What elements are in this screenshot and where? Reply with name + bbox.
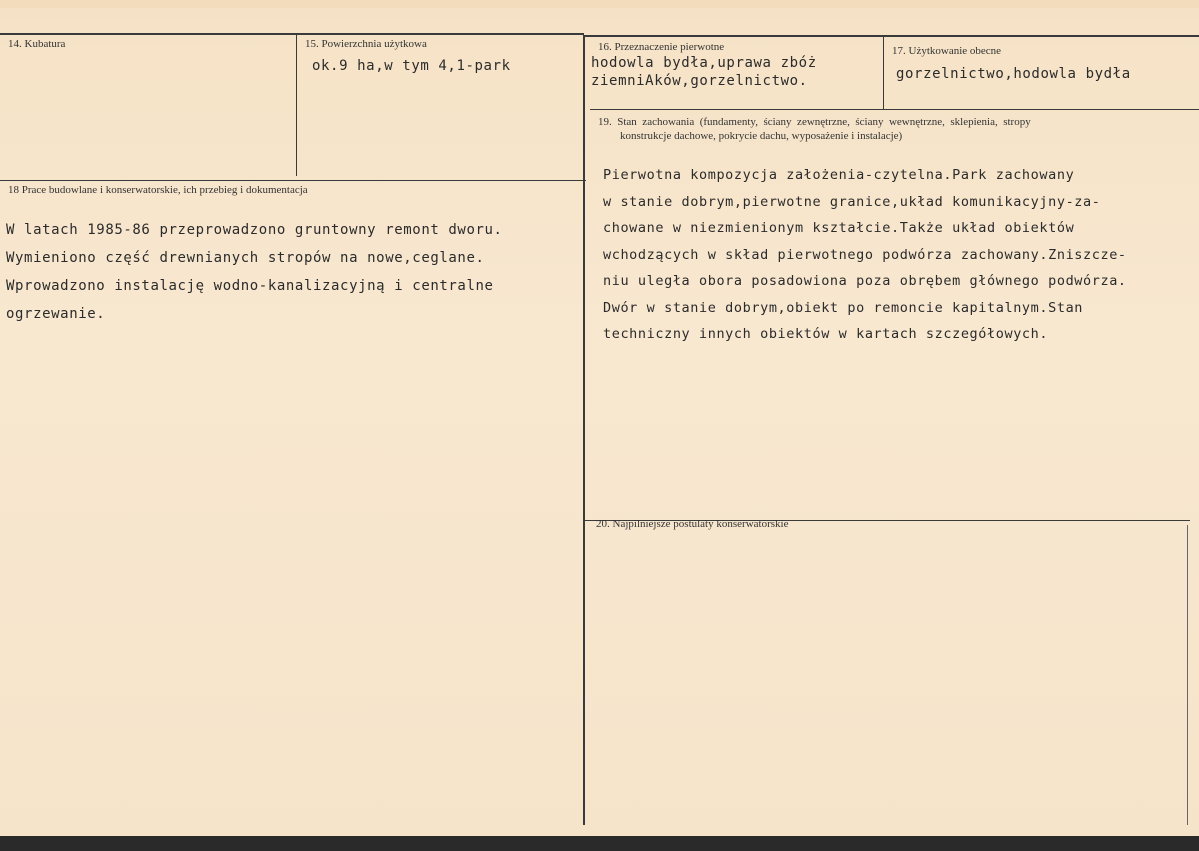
field-19-line: wchodzących w skład pierwotnego podwórza zachowany.Zniszcze-	[603, 246, 1127, 263]
field-16-value	[591, 54, 817, 90]
top-rule-left	[0, 33, 584, 35]
field-19-label-line1: 19. Stan zachowania (fundamenty, ściany zewnętrzne, ściany wewnętrzne, sklepienia, stropy	[598, 116, 1031, 128]
field-19-line: techniczny innych obiektów w kartach szczegółowych.	[603, 326, 1049, 342]
rule-under-16-17	[590, 109, 1199, 110]
field-18-line: ogrzewanie.	[6, 306, 106, 322]
field-18-line: Wprowadzono instalację wodno-kanalizacyjną i centralne	[6, 278, 494, 294]
divider-14-15	[296, 35, 297, 176]
field-19-line: Dwór w stanie dobrym,obiekt po remoncie kapitalnym.Stan	[603, 299, 1084, 316]
field-19-value	[603, 162, 1127, 348]
top-rule-right	[584, 35, 1199, 37]
divider-right-edge	[1187, 525, 1188, 825]
sheet-bottom-edge	[0, 836, 1199, 851]
rule-above-18	[0, 180, 586, 181]
divider-16-17	[883, 37, 884, 110]
field-15-value: ok.9 ha,w tym 4,1-park	[312, 58, 511, 74]
field-18-line: W latach 1985-86 przeprowadzono gruntowny remont dworu.	[6, 222, 503, 238]
field-19-line: chowane w niezmienionym kształcie.Także układ obiektów	[603, 220, 1075, 236]
field-16-line: ziemniAków,gorzelnictwo.	[591, 73, 808, 89]
divider-center	[583, 35, 585, 825]
field-14-label: 14. Kubatura	[8, 38, 66, 50]
field-17-value: gorzelnictwo,hodowla bydła	[896, 66, 1131, 82]
field-15-label: 15. Powierzchnia użytkowa	[305, 38, 427, 50]
field-16-label: 16. Przeznaczenie pierwotne	[598, 41, 725, 53]
field-17-label: 17. Użytkowanie obecne	[892, 45, 1002, 57]
field-20-label: 20. Najpilniejsze postulaty konserwatorskie	[596, 518, 789, 530]
field-18-label: 18 Prace budowlane i konserwatorskie, ich przebieg i dokumentacja	[8, 184, 308, 196]
field-19-line: niu uległa obora posadowiona poza obrębem głównego podwórza.	[603, 273, 1127, 289]
field-19-label-line2: konstrukcje dachowe, pokrycie dachu, wyposażenie i instalacje)	[620, 130, 903, 142]
field-16-line: hodowla bydła,uprawa zbóż	[591, 55, 817, 71]
field-19-line: w stanie dobrym,pierwotne granice,układ komunikacyjny-za-	[603, 193, 1101, 210]
sheet-top-edge	[0, 0, 1199, 8]
field-18-line: Wymieniono część drewnianych stropów na nowe,ceglane.	[6, 250, 485, 266]
field-18-value	[6, 216, 503, 328]
field-19-line: Pierwotna kompozycja założenia-czytelna.Park zachowany	[603, 167, 1075, 183]
